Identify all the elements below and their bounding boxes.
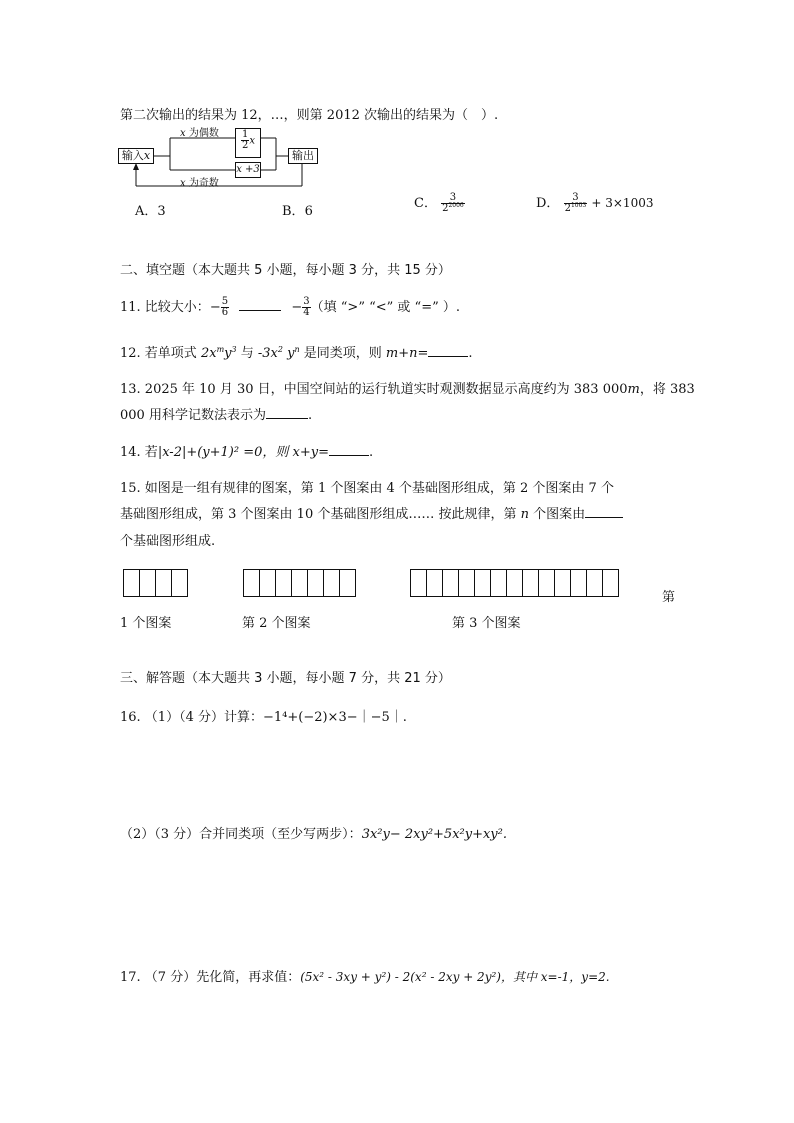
pattern-cell (155, 569, 172, 597)
pattern-cell (275, 569, 292, 597)
flow-input-var: x (143, 149, 151, 162)
flow-input-box (118, 148, 154, 164)
q14: 14. 若|x-2|+(y+1)² =0，则 x+y= . (120, 445, 374, 460)
pattern-2 (243, 569, 355, 597)
q13-blank[interactable] (266, 408, 308, 419)
q15-blank[interactable] (585, 507, 623, 518)
pattern-cell (259, 569, 276, 597)
flow-even-op-box (235, 128, 261, 158)
pattern-cell (506, 569, 523, 597)
pattern-cell (490, 569, 507, 597)
q17: 17. （7 分）先化简，再求值：(5x² - 3xy + y²) - 2(x² - 2xy + 2y²)，其中 x=-1，y=2. (120, 970, 610, 985)
pattern-cell (570, 569, 587, 597)
pattern-cell (442, 569, 459, 597)
section3-title: 三、解答题（本大题共 3 小题，每小题 7 分，共 21 分） (120, 671, 451, 686)
q13-line1: 13. 2025 年 10 月 30 日，中国空间站的运行轨道实时观测数据显示高度约为 383 000m，将 383 (120, 382, 695, 397)
q16-part1: 16. （1）（4 分）计算：−1⁴+(−2)×3−｜−5｜. (120, 710, 407, 725)
pattern-3 (410, 569, 618, 597)
flow-input-label: 输入 (121, 149, 144, 162)
q14-blank[interactable] (329, 445, 369, 456)
q11-blank[interactable] (239, 300, 281, 311)
pattern-cell (474, 569, 491, 597)
pattern-cell (426, 569, 443, 597)
flow-even-label: x 为偶数 (180, 128, 219, 139)
flow-even-den: 2 (241, 140, 249, 151)
q12-blank[interactable] (428, 346, 468, 357)
flow-odd-label: x 为奇数 (180, 178, 219, 189)
q10-option-b: B．6 (282, 204, 313, 219)
pattern-cell (323, 569, 340, 597)
q15-line2: 基础图形组成，第 3 个图案由 10 个基础图形组成…… 按此规律，第 n 个图案由 (120, 503, 623, 522)
pattern-cell (586, 569, 603, 597)
pattern-cell (123, 569, 140, 597)
pattern-cell (602, 569, 619, 597)
pattern-cell (538, 569, 555, 597)
q11: 11. 比较大小：− $\frac{5}{6}$ − $\frac{3}{4}$ （填 “>” “<” 或 “=” ）. (120, 296, 461, 318)
flow-odd-op-box: x +3 (235, 162, 261, 178)
pattern-cell (458, 569, 475, 597)
q12: 12. 若单项式 $2x^my^3$ 与 $-3x^2$ $y^n$ 是同类项，则 m+n= . (120, 345, 473, 361)
pattern-2-label: 第 2 个图案 (242, 616, 311, 631)
q15-line3: 个基础图形组成. (120, 534, 216, 549)
pattern-cell (522, 569, 539, 597)
pattern-cell (410, 569, 427, 597)
flow-output-box: 输出 (288, 148, 318, 164)
q10-stem: 第二次输出的结果为 12，…，则第 2012 次输出的结果为（ ）. (120, 108, 499, 123)
q16-part2: （2）（3 分）合并同类项（至少写两步）：3x²y− 2xy²+5x²y+xy². (120, 827, 507, 842)
q13-line2: 000 用科学记数法表示为 . (120, 408, 313, 423)
flowchart (118, 126, 330, 192)
pattern-cell (291, 569, 308, 597)
pattern-cell (171, 569, 188, 597)
q10-option-d: D． $\frac{3}{2^{1003}}$ + 3×1003 (536, 192, 654, 214)
q15-line1: 15. 如图是一组有规律的图案，第 1 个图案由 4 个基础图形组成，第 2 个图案由 7 个 (120, 481, 614, 496)
pattern-cell (243, 569, 260, 597)
pattern-cell (139, 569, 156, 597)
flow-even-var: x (249, 135, 255, 147)
section2-title: 二、填空题（本大题共 5 小题，每小题 3 分，共 15 分） (120, 263, 451, 278)
flow-even-num: 1 (241, 129, 249, 140)
q10-option-c: C． $\frac{3}{2^{2006}}$ (414, 192, 464, 214)
pattern-cell (307, 569, 324, 597)
pattern-1-label: 1 个图案 (120, 616, 172, 631)
q10-option-a: A．3 (135, 204, 166, 219)
pattern-3-label: 第 3 个图案 (452, 616, 521, 631)
pattern-1 (123, 569, 187, 597)
pattern-cell (554, 569, 571, 597)
pattern-cut-label: 第 (662, 590, 676, 605)
pattern-cell (339, 569, 356, 597)
